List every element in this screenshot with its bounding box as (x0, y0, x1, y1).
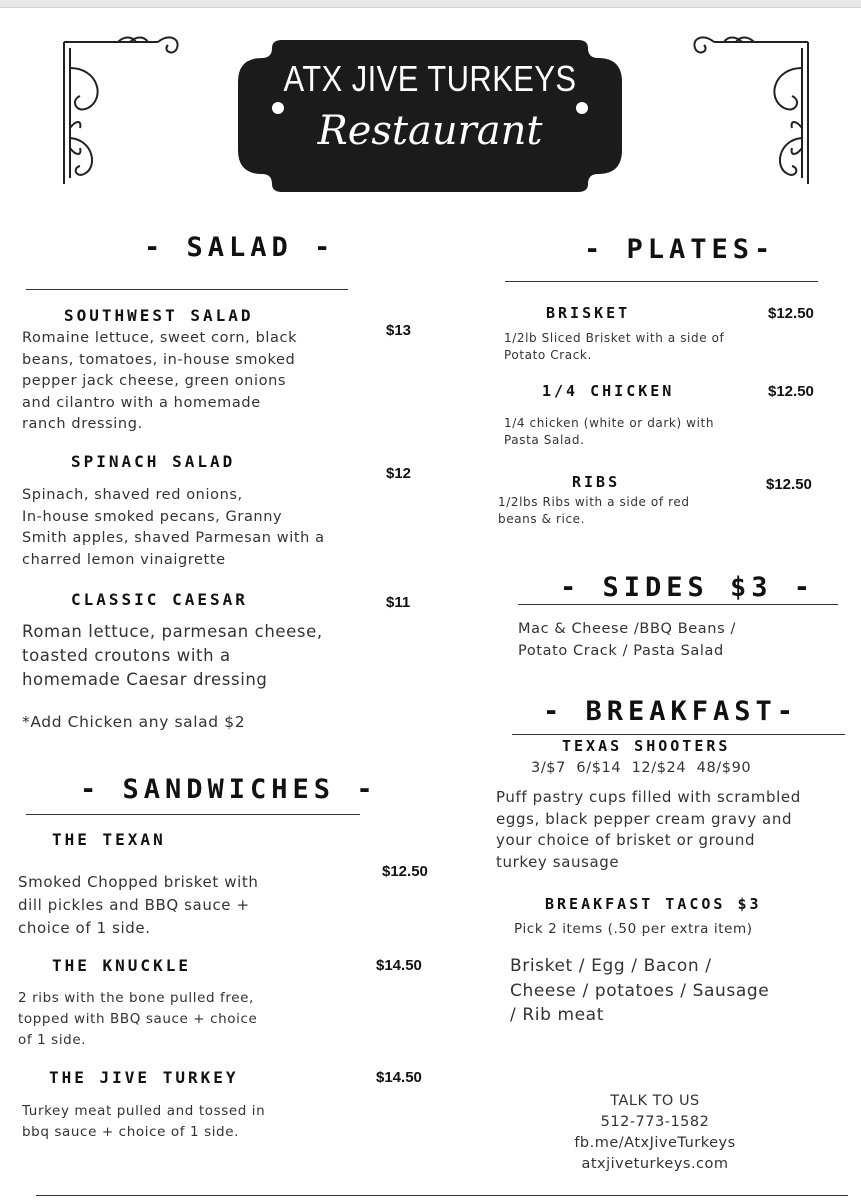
plates-title: - PLATES- (584, 234, 776, 265)
contact-phone[interactable]: 512-773-1582 (600, 1114, 710, 1130)
ribs-plate-price: $12.50 (766, 476, 812, 493)
contact-website-link[interactable]: atxjiveturkeys.com (581, 1156, 729, 1172)
top-border (0, 0, 861, 8)
the-knuckle-price: $14.50 (376, 957, 422, 974)
contact-label: TALK TO US (610, 1093, 700, 1109)
quarter-chicken-name: 1/4 CHICKEN (542, 382, 675, 400)
the-jive-turkey-desc: Turkey meat pulled and tossed in bbq sauce + choice of 1 side. (22, 1103, 266, 1140)
ribs-plate-desc: 1/2lbs Ribs with a side of red beans & rice. (498, 495, 690, 526)
breakfast-tacos-sub: Pick 2 items (.50 per extra item) (514, 921, 753, 937)
texas-shooters-desc: Puff pastry cups filled with scrambled eggs, black pepper cream gravy and your choice of brisket or ground turkey sausage (496, 788, 801, 871)
spinach-salad-price: $12 (386, 465, 412, 482)
ribs-plate-name: RIBS (572, 473, 621, 491)
sides-desc: Mac & Cheese /BBQ Beans / Potato Crack / Pasta Salad (518, 621, 736, 659)
brisket-plate-price: $12.50 (768, 305, 814, 322)
the-texan-name: THE TEXAN (52, 830, 166, 849)
salad-add-chicken-note: *Add Chicken any salad $2 (22, 713, 246, 731)
breakfast-tacos-desc: Brisket / Egg / Bacon / Cheese / potatoes / Sausage / Rib meat (510, 956, 770, 1025)
the-knuckle-desc: 2 ribs with the bone pulled free, topped with BBQ sauce + choice of 1 side. (18, 990, 258, 1048)
corner-ornament-left-icon (58, 28, 184, 188)
classic-caesar-desc: Roman lettuce, parmesan cheese, toasted croutons with a homemade Caesar dressing (22, 622, 323, 689)
texas-shooters-prices: 3/$7 6/$14 12/$24 48/$90 (531, 760, 752, 776)
restaurant-name: ATX JIVE TURKEYS (283, 58, 577, 99)
salad-title: - SALAD - (144, 232, 336, 263)
classic-caesar-name: CLASSIC CAESAR (71, 590, 248, 609)
sides-divider (518, 604, 838, 605)
southwest-salad-desc: Romaine lettuce, sweet corn, black beans, tomatoes, in-house smoked pepper jack cheese, green onions and cilantro with a homemade ranch dressing. (22, 330, 298, 432)
salad-divider (26, 289, 348, 290)
sides-title: - SIDES $3 - (560, 572, 816, 603)
the-jive-turkey-name: THE JIVE TURKEY (49, 1068, 239, 1087)
breakfast-divider (512, 734, 845, 735)
sandwiches-title: - SANDWICHES - (80, 774, 378, 805)
southwest-salad-name: SOUTHWEST SALAD (64, 306, 254, 325)
texas-shooters-name: TEXAS SHOOTERS (562, 737, 731, 755)
contact-block (540, 1091, 770, 1175)
restaurant-subtitle: Restaurant (317, 108, 543, 154)
contact-facebook-link[interactable]: fb.me/AtxJiveTurkeys (574, 1135, 736, 1151)
sandwiches-divider (26, 814, 360, 815)
brisket-plate-name: BRISKET (546, 304, 631, 322)
spinach-salad-name: SPINACH SALAD (71, 452, 236, 471)
the-texan-desc: Smoked Chopped brisket with dill pickles and BBQ sauce + choice of 1 side. (18, 873, 259, 937)
breakfast-tacos-name: BREAKFAST TACOS $3 (545, 895, 762, 913)
footer-divider (36, 1195, 848, 1196)
the-texan-price: $12.50 (382, 863, 428, 880)
breakfast-title: - BREAKFAST- (543, 696, 799, 727)
quarter-chicken-desc: 1/4 chicken (white or dark) with Pasta Salad. (504, 416, 715, 447)
the-jive-turkey-price: $14.50 (376, 1069, 422, 1086)
brisket-plate-desc: 1/2lb Sliced Brisket with a side of Potato Crack. (504, 331, 725, 362)
plates-divider (505, 281, 818, 282)
quarter-chicken-price: $12.50 (768, 383, 814, 400)
classic-caesar-price: $11 (386, 594, 411, 611)
spinach-salad-desc: Spinach, shaved red onions, In-house smoked pecans, Granny Smith apples, shaved Parmesan with a charred lemon vinaigrette (22, 487, 325, 568)
corner-ornament-right-icon (688, 28, 814, 188)
southwest-salad-price: $13 (386, 322, 412, 339)
the-knuckle-name: THE KNUCKLE (52, 956, 191, 975)
